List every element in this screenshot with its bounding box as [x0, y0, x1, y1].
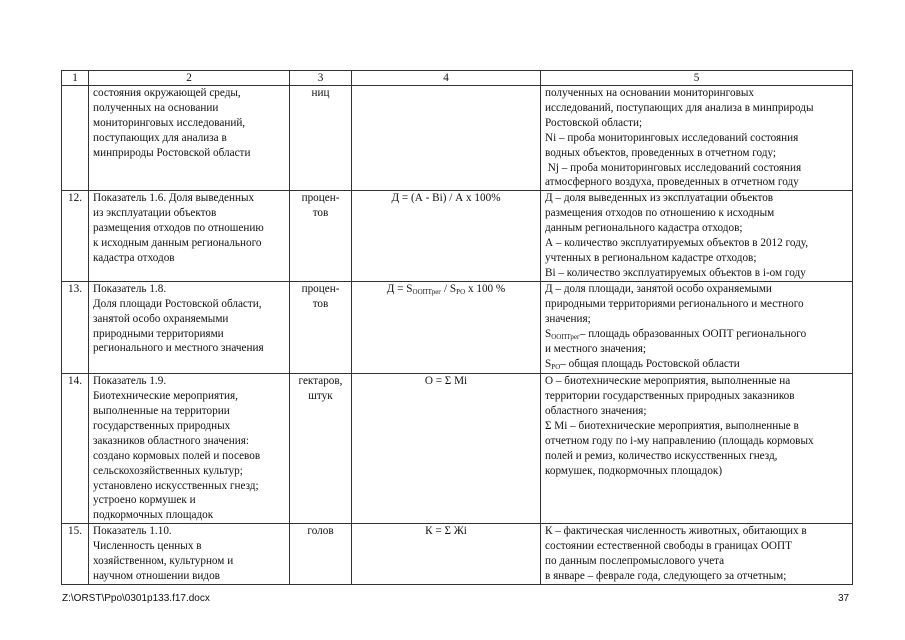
table-row-continued: [62, 86, 853, 191]
formula-cell: Д = SООПТрег / SРО х 100 %: [352, 281, 541, 373]
indicator-name-cell: Показатель 1.10. Численность ценных в хозяйственном, культурном и научном отношении видов: [89, 524, 290, 585]
unit-cell: процен- тов: [290, 191, 352, 281]
indicators-table: [61, 70, 853, 585]
indicator-name-cell: Показатель 1.9. Биотехнические мероприятия, выполненные на территории государственных природных заказников областного значения: создано кормовых полей и посевов сельскохозяйственных культур; установлено искусственных гнезд; устроено кормушек и подкормочных площадок: [89, 374, 290, 524]
indicator-name-cell: состояния окружающей среды, полученных на основании мониторинговых исследований, поступающих для анализа в минприроды Ростовской области: [89, 86, 290, 191]
header-cell-1: 1: [62, 71, 89, 86]
header-cell-5: 5: [541, 71, 853, 86]
table-header-row: [62, 71, 853, 86]
header-cell-4: 4: [352, 71, 541, 86]
header-cell-2: 2: [89, 71, 290, 86]
formula-cell: О = Σ Mi: [352, 374, 541, 524]
unit-cell: голов: [290, 524, 352, 585]
table-row-15: [62, 524, 853, 585]
indicator-name-cell: Показатель 1.8. Доля площади Ростовской области, занятой особо охраняемыми природными территориями регионального и местного значения: [89, 281, 290, 373]
unit-cell: гектаров, штук: [290, 374, 352, 524]
header-cell-3: 3: [290, 71, 352, 86]
row-number-cell: 12.: [62, 191, 89, 281]
formula-cell: Д = (А - Bi) / А х 100%: [352, 191, 541, 281]
description-cell: Д – доля площади, занятой особо охраняемыми природными территориями регионального и местного значения; SООПТрег– площадь образованных ООПТ регионального и местного значения; SРО– общая площадь Ростовской области: [541, 281, 853, 373]
description-cell: К – фактическая численность животных, обитающих в состоянии естественной свободы в границах ООПТ по данным послепромыслового учета в январе – феврале года, следующего за отчетным;: [541, 524, 853, 585]
table-row-13: [62, 281, 853, 373]
description-cell: полученных на основании мониторинговых исследований, поступающих для анализа в минприроды Ростовской области; Ni – проба мониторинговых исследований состояния водных объектов, проведенных в отчетном году; Nj – проба мониторинговых исследований состояния атмосферного воздуха, проведенных в отчетном году: [541, 86, 853, 191]
row-number-cell: 15.: [62, 524, 89, 585]
description-cell: Д – доля выведенных из эксплуатации объектов размещения отходов по отношению к исходным данным регионального кадастра отходов; А – количество эксплуатируемых объектов в 2012 году, учтенных в региональном кадастре отходов; Bi – количество эксплуатируемых объектов в i-ом году: [541, 191, 853, 281]
table-row-12: [62, 191, 853, 281]
unit-cell: ниц: [290, 86, 352, 191]
formula-cell: К = Σ Жi: [352, 524, 541, 585]
row-number-cell: 14.: [62, 374, 89, 524]
description-cell: О – биотехнические мероприятия, выполненные на территории государственных природных заказников областного значения; Σ Mi – биотехнические мероприятия, выполненные в отчетном году по i-му направлению (площадь кормовых полей и ремиз, количество искусственных гнезд, кормушек, подкормочных площадок): [541, 374, 853, 524]
row-number-cell: [62, 86, 89, 191]
indicator-name-cell: Показатель 1.6. Доля выведенных из эксплуатации объектов размещения отходов по отношению к исходным данным регионального кадастра отходов: [89, 191, 290, 281]
formula-cell: [352, 86, 541, 191]
page-number: 37: [838, 593, 850, 604]
footer-file-path: Z:\ORST\Ppo\0301p133.f17.docx: [62, 593, 210, 604]
table-row-14: [62, 374, 853, 524]
row-number-cell: 13.: [62, 281, 89, 373]
unit-cell: процен- тов: [290, 281, 352, 373]
